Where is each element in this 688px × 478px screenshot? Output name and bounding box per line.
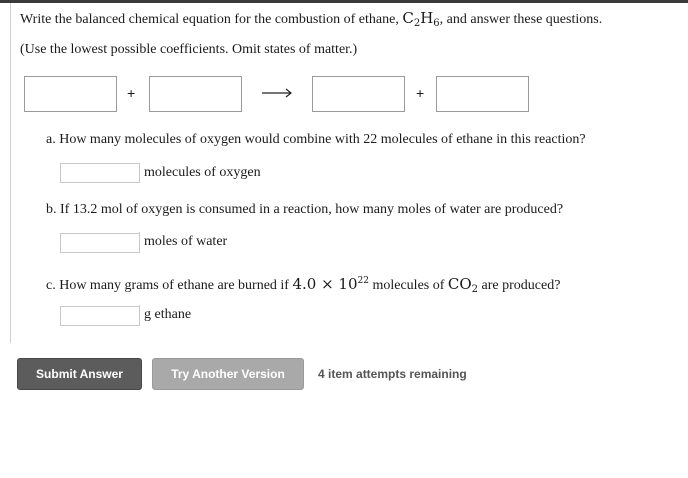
- instruction-note: (Use the lowest possible coefficients. Omit states of matter.): [20, 42, 358, 57]
- question-c-end: are produced?: [478, 278, 561, 293]
- instruction-text-end: , and answer these questions.: [439, 12, 603, 27]
- answer-c-input[interactable]: [60, 306, 140, 326]
- answer-b-unit: moles of water: [139, 232, 227, 252]
- ethane-formula: [402, 9, 439, 27]
- answer-a-input[interactable]: [60, 163, 140, 183]
- formula-c-sub: 2: [413, 18, 421, 29]
- answer-a-unit: molecules of oxygen: [139, 163, 261, 183]
- count-exponent: 22: [357, 276, 369, 286]
- answer-b-input[interactable]: [60, 233, 140, 253]
- formula-h-sub: 6: [433, 18, 440, 29]
- submit-answer-button[interactable]: Submit Answer: [17, 358, 142, 390]
- question-c-mid: molecules of: [368, 278, 448, 293]
- left-divider: [10, 3, 11, 343]
- answer-c-unit: g ethane: [139, 305, 191, 325]
- question-a: a. How many molecules of oxygen would combine with 22 molecules of ethane in this reaction?: [46, 132, 586, 147]
- product-2-input[interactable]: [436, 76, 529, 112]
- reactant-2-input[interactable]: [149, 76, 242, 112]
- attempts-remaining: 4 item attempts remaining: [318, 367, 467, 381]
- question-c-text: c. How many grams of ethane are burned if: [46, 278, 293, 293]
- formula-c: C: [402, 9, 414, 27]
- molecule-count: [292, 275, 369, 293]
- formula-co: CO: [447, 275, 472, 293]
- formula-co-sub: 2: [471, 284, 479, 295]
- question-b: b. If 13.2 mol of oxygen is consumed in a reaction, how many moles of water are produced?: [46, 202, 564, 217]
- co2-formula: [448, 275, 478, 293]
- product-1-input[interactable]: [312, 76, 405, 112]
- reactant-1-input[interactable]: [24, 76, 117, 112]
- top-border: [0, 0, 688, 3]
- question-c: [46, 272, 560, 299]
- reaction-arrow-icon: [261, 86, 293, 100]
- formula-h: H: [420, 9, 434, 27]
- try-another-version-button[interactable]: Try Another Version: [152, 358, 304, 390]
- instruction-line: [20, 9, 602, 33]
- instruction-text: Write the balanced chemical equation for the combustion of ethane,: [20, 12, 403, 27]
- count-mantissa: 4.0 × 10: [292, 275, 358, 293]
- plus-sign-products: +: [416, 85, 425, 101]
- plus-sign-reactants: +: [127, 85, 136, 101]
